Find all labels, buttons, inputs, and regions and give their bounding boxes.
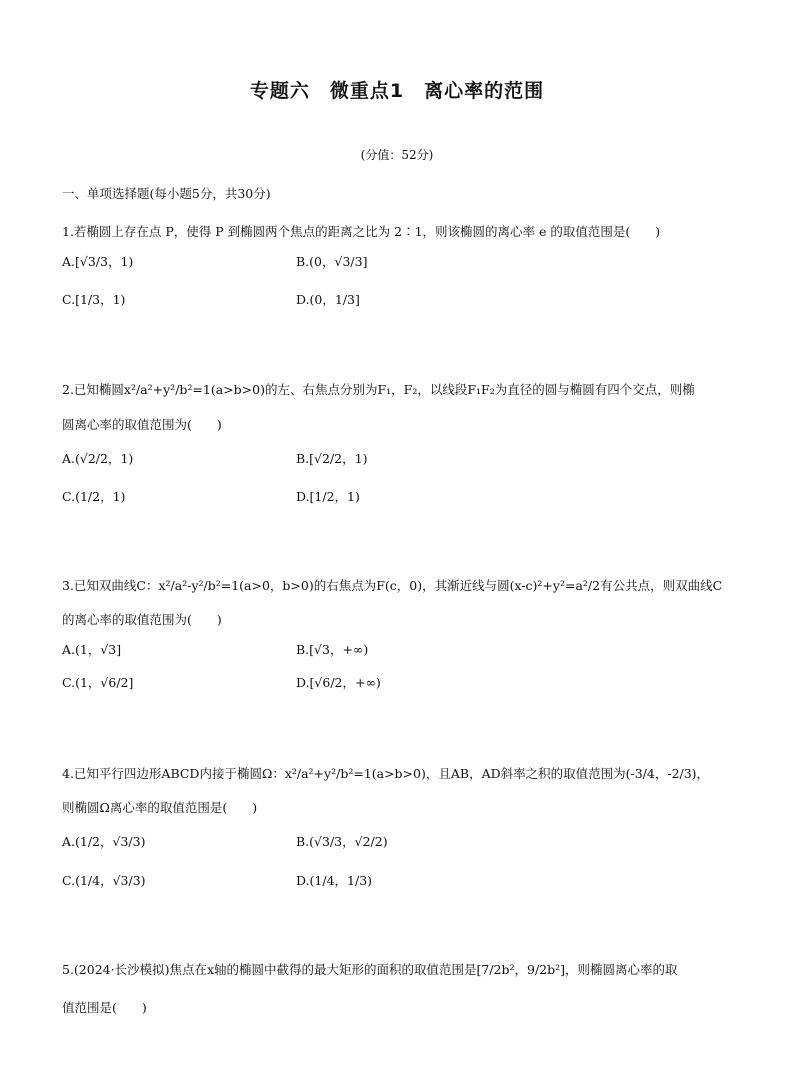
score-label: (分值：52分) bbox=[360, 148, 434, 162]
question-2-option-a[interactable]: A.(√2/2，1) bbox=[62, 451, 134, 466]
question-1-option-b[interactable]: B.(0，√3/3] bbox=[296, 254, 368, 269]
question-2-stem-line-2: 圆离心率的取值范围为( ) bbox=[62, 417, 222, 432]
question-4-option-d[interactable]: D.(1/4，1/3) bbox=[296, 873, 373, 888]
question-3-option-d[interactable]: D.[√6/2，+∞) bbox=[296, 675, 381, 690]
question-4-stem-line-1: 4.已知平行四边形ABCD内接于椭圆Ω：x²/a²+y²/b²=1(a>b>0)，且AB，AD斜率之积的取值范围为(-3/4，-2/3)， bbox=[62, 766, 710, 781]
section-heading: 一、单项选择题(每小题5分，共30分) bbox=[62, 186, 271, 201]
question-3-option-c[interactable]: C.(1，√6/2] bbox=[62, 675, 134, 690]
question-4-option-c[interactable]: C.(1/4，√3/3) bbox=[62, 873, 146, 888]
question-4-stem-line-2: 则椭圆Ω离心率的取值范围是( ) bbox=[62, 800, 258, 815]
question-4-option-a[interactable]: A.(1/2，√3/3) bbox=[62, 834, 146, 849]
question-5-stem-line-1: 5.(2024·长沙模拟)焦点在x轴的椭圆中截得的最大矩形的面积的取值范围是[7/2b²，9/2b²]，则椭圆离心率的取 bbox=[62, 962, 678, 977]
question-2-option-c[interactable]: C.(1/2，1) bbox=[62, 489, 126, 504]
question-2-option-d[interactable]: D.[1/2，1) bbox=[296, 489, 360, 504]
question-1-option-a[interactable]: A.[√3/3，1) bbox=[62, 254, 134, 269]
question-1-option-d[interactable]: D.(0，1/3] bbox=[296, 292, 360, 307]
question-5-stem-line-2: 值范围是( ) bbox=[62, 1000, 147, 1015]
question-4-option-b[interactable]: B.(√3/3，√2/2) bbox=[296, 834, 388, 849]
page-title: 专题六 微重点1 离心率的范围 bbox=[249, 80, 545, 102]
question-1-stem: 1.若椭圆上存在点 P，使得 P 到椭圆两个焦点的距离之比为 2∶1，则该椭圆的离心率 e 的取值范围是( ) bbox=[62, 224, 661, 239]
question-1-option-c[interactable]: C.[1/3，1) bbox=[62, 292, 126, 307]
question-2-stem-line-1: 2.已知椭圆x²/a²+y²/b²=1(a>b>0)的左、右焦点分别为F₁，F₂，以线段F₁F₂为直径的圆与椭圆有四个交点，则椭 bbox=[62, 382, 695, 397]
question-3-option-b[interactable]: B.[√3，+∞) bbox=[296, 642, 369, 657]
question-3-stem-line-1: 3.已知双曲线C：x²/a²-y²/b²=1(a>0，b>0)的右焦点为F(c，0)，其渐近线与圆(x-c)²+y²=a²/2有公共点，则双曲线C bbox=[62, 578, 723, 593]
question-2-option-b[interactable]: B.[√2/2，1) bbox=[296, 451, 368, 466]
question-3-option-a[interactable]: A.(1，√3] bbox=[62, 642, 122, 657]
question-3-stem-line-2: 的离心率的取值范围为( ) bbox=[62, 612, 222, 627]
